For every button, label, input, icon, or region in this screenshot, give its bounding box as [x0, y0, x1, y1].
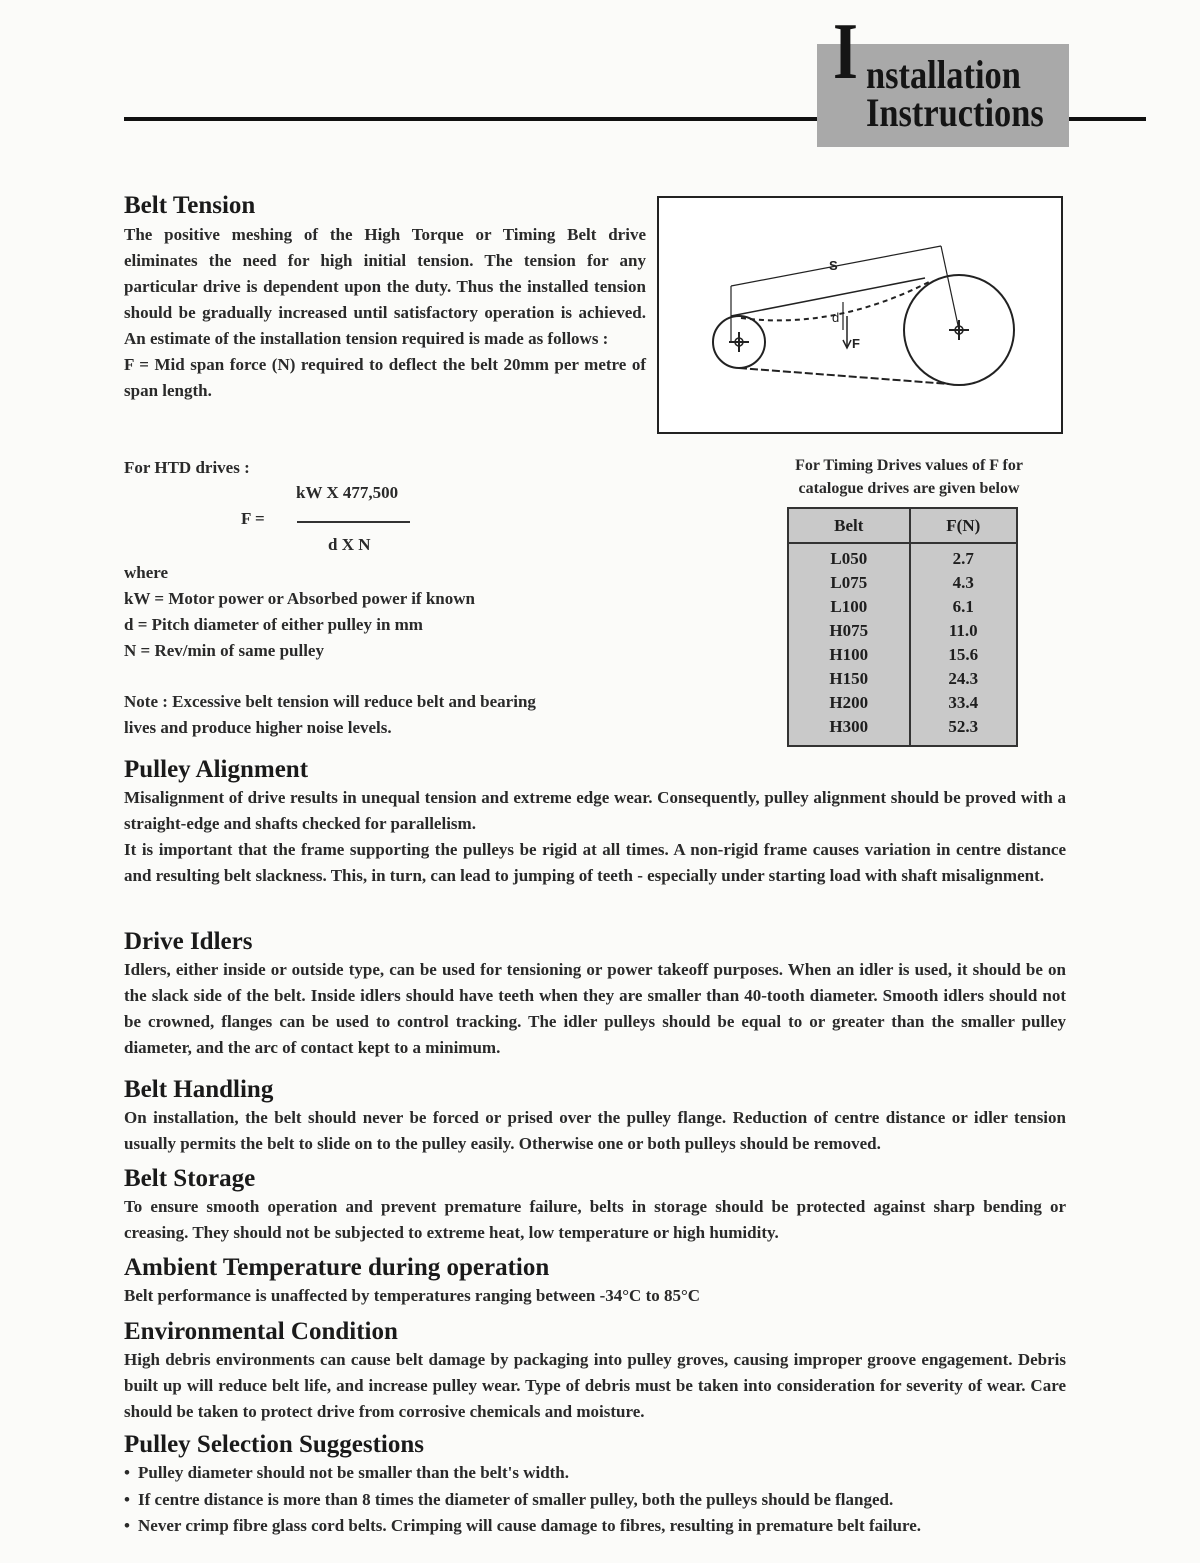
environmental-heading: Environmental Condition — [124, 1318, 398, 1345]
htd-note — [124, 689, 684, 741]
formula-denominator: d X N — [328, 535, 371, 554]
cell-f: 15.6 — [910, 643, 1017, 667]
pulley-alignment-section — [124, 756, 1066, 889]
belt-handling-section — [124, 1076, 1066, 1157]
belt-bottom-span — [739, 368, 949, 384]
span-extension-right — [941, 246, 959, 330]
cell-belt: H300 — [788, 715, 910, 746]
bullet-icon: • — [124, 1463, 130, 1482]
belt-tension-heading: Belt Tension — [124, 192, 256, 219]
timing-force-table — [787, 507, 1018, 747]
cell-belt: H200 — [788, 691, 910, 715]
table-row — [788, 715, 1017, 746]
belt-handling-heading: Belt Handling — [124, 1076, 274, 1103]
belt-storage-section — [124, 1165, 1066, 1246]
cell-f: 2.7 — [910, 543, 1017, 571]
belt-tension-definition: F = Mid span force (N) required to deflect the belt 20mm per metre of span length. — [124, 355, 646, 400]
table-row — [788, 691, 1017, 715]
table-row — [788, 619, 1017, 643]
table-header-row — [788, 508, 1017, 543]
list-item — [124, 1487, 1066, 1514]
list-item — [124, 1513, 1066, 1540]
timing-table-caption — [770, 454, 1048, 500]
htd-definitions — [124, 560, 664, 664]
formula-bar — [297, 521, 410, 523]
col-f-header: F(N) — [910, 508, 1017, 543]
cell-belt: L050 — [788, 543, 910, 571]
htd-def-kw: kW = Motor power or Absorbed power if known — [124, 589, 475, 608]
pulley-alignment-para-1: Misalignment of drive results in unequal tension and extreme edge wear. Consequently, pulley alignment should be proved with a straight-edge and shafts checked for parallelism. — [124, 788, 1066, 833]
pulley-alignment-para-2: It is important that the frame supporting the pulleys be rigid at all times. A non-rigid frame causes variation in centre distance and resulting belt slackness. This, in turn, can lead to jumping of teeth - especially under starting load with shaft misalignment. — [124, 840, 1066, 885]
pulley-selection-section — [124, 1431, 1066, 1540]
cell-f: 33.4 — [910, 691, 1017, 715]
htd-where: where — [124, 563, 169, 582]
table-row — [788, 543, 1017, 571]
htd-note-line-1: Note : Excessive belt tension will reduce belt and bearing — [124, 692, 536, 711]
label-f: F — [852, 336, 860, 351]
pulley-selection-heading: Pulley Selection Suggestions — [124, 1431, 425, 1458]
belt-drive-diagram-svg — [659, 198, 1061, 432]
htd-intro-text: For HTD drives : — [124, 458, 250, 477]
cell-f: 52.3 — [910, 715, 1017, 746]
ambient-temperature-section — [124, 1254, 1066, 1309]
label-d: d — [832, 310, 840, 325]
drive-idlers-section — [124, 928, 1066, 1061]
environmental-section — [124, 1318, 1066, 1425]
belt-tension-section — [124, 192, 646, 404]
ambient-temperature-heading: Ambient Temperature during operation — [124, 1254, 550, 1281]
htd-def-n: N = Rev/min of same pulley — [124, 641, 324, 660]
cell-f: 6.1 — [910, 595, 1017, 619]
bullet-icon: • — [124, 1516, 130, 1535]
cell-f: 4.3 — [910, 571, 1017, 595]
list-item — [124, 1460, 1066, 1487]
list-item-text: Never crimp fibre glass cord belts. Crimping will cause damage to fibres, resulting in premature belt failure. — [138, 1516, 922, 1535]
cell-belt: H100 — [788, 643, 910, 667]
col-belt-header: Belt — [788, 508, 910, 543]
title-initial: I — [833, 8, 858, 96]
belt-top-span — [731, 278, 925, 316]
label-s: S — [829, 258, 838, 273]
drive-idlers-heading: Drive Idlers — [124, 928, 253, 955]
title-line-1: nstallation — [866, 52, 1021, 97]
formula-lhs: F = — [241, 509, 265, 528]
htd-intro — [124, 455, 250, 481]
belt-storage-heading: Belt Storage — [124, 1165, 256, 1192]
table-row — [788, 643, 1017, 667]
formula-numerator: kW X 477,500 — [296, 483, 399, 502]
cell-f: 24.3 — [910, 667, 1017, 691]
htd-note-line-2: lives and produce higher noise levels. — [124, 718, 392, 737]
list-item-text: If centre distance is more than 8 times the diameter of smaller pulley, both the pulleys should be flanged. — [138, 1489, 894, 1509]
timing-caption-line-2: catalogue drives are given below — [798, 480, 1020, 497]
htd-def-d: d = Pitch diameter of either pulley in mm — [124, 615, 423, 634]
pulley-selection-list — [124, 1460, 1066, 1540]
bullet-icon: • — [124, 1489, 130, 1509]
table-row — [788, 595, 1017, 619]
cell-belt: H150 — [788, 667, 910, 691]
table-row — [788, 571, 1017, 595]
belt-drive-diagram — [657, 196, 1063, 434]
pulley-alignment-heading: Pulley Alignment — [124, 756, 309, 783]
timing-caption-line-1: For Timing Drives values of F for — [795, 457, 1023, 474]
environmental-body: High debris environments can cause belt damage by packaging into pulley groves, causing improper groove engagement. Debris built up will reduce belt life, and increase pulley wear. Type of debris must be taken into consideration for severity of wear. Care should be taken to protect drive from corrosive chemicals and moisture. — [124, 1350, 1066, 1421]
cell-f: 11.0 — [910, 619, 1017, 643]
belt-storage-body: To ensure smooth operation and prevent premature failure, belts in storage should be protected against sharp bending or creasing. They should not be subjected to extreme heat, low temperature or high humidity. — [124, 1197, 1066, 1242]
cell-belt: H075 — [788, 619, 910, 643]
title-line-2: Instructions — [866, 90, 1044, 135]
belt-tension-body: The positive meshing of the High Torque or Timing Belt drive eliminates the need for high initial tension. The tension for any particular drive is dependent upon the duty. Thus the installed tension should be gradually increased until satisfactory operation is achieved. An estimate of the installation tension required is made as follows : — [124, 225, 646, 348]
table-row — [788, 667, 1017, 691]
drive-idlers-body: Idlers, either inside or outside type, can be used for tensioning or power takeoff purposes. When an idler is used, it should be on the slack side of the belt. Inside idlers should have teeth when they are smaller than 40-tooth diameter. Smooth idlers should not be crowned, flanges can be used to control tracking. The idler pulleys should be equal to or greater than the smaller pulley diameter, and the arc of contact kept to a minimum. — [124, 960, 1066, 1057]
list-item-text: Pulley diameter should not be smaller than the belt's width. — [138, 1463, 570, 1482]
belt-handling-body: On installation, the belt should never be forced or prised over the pulley flange. Reduction of centre distance or idler tension usually permits the belt to slide on to the pulley easily. Otherwise one or both pulleys should be removed. — [124, 1108, 1066, 1153]
ambient-temperature-body: Belt performance is unaffected by temperatures ranging between -34°C to 85°C — [124, 1286, 701, 1305]
cell-belt: L100 — [788, 595, 910, 619]
cell-belt: L075 — [788, 571, 910, 595]
